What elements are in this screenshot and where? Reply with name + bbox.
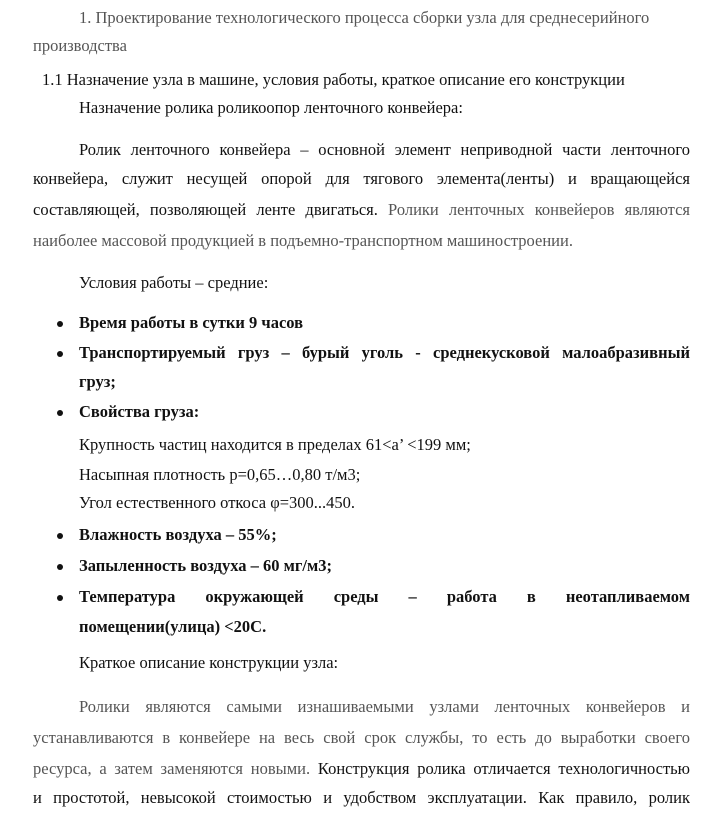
text-span: ресурса, а затем заменяются новыми. bbox=[33, 759, 311, 778]
paragraph-line: устанавливаются в конвейере на весь свой срок службы, то есть до выработки своего bbox=[33, 728, 690, 747]
list-item-cont: помещении(улица) <20С. bbox=[79, 617, 267, 636]
list-item: Время работы в сутки 9 часов bbox=[79, 313, 304, 332]
paragraph-line: и простотой, невысокой стоимостью и удобством эксплуатации. Как правило, ролик bbox=[33, 788, 690, 807]
design-title: Краткое описание конструкции узла: bbox=[79, 653, 339, 672]
list-item-cont: груз; bbox=[79, 372, 116, 391]
text-span: составляющей, позволяющей ленте двигаться. bbox=[33, 200, 378, 219]
list-item: Влажность воздуха – 55%; bbox=[79, 525, 277, 544]
bullet-icon bbox=[57, 595, 63, 601]
subsection-heading: 1.1 Назначение узла в машине, условия работы, краткое описание его конструкции bbox=[42, 70, 625, 89]
paragraph-line: Ролик ленточного конвейера – основной элемент неприводной части ленточного bbox=[79, 140, 690, 159]
bullet-icon bbox=[57, 351, 63, 357]
property-line: Угол естественного откоса φ=300...450. bbox=[79, 493, 356, 512]
property-line: Крупность частиц находится в пределах 61<a’ <199 мм; bbox=[79, 435, 471, 454]
text-span: Конструкция ролика отличается технологичностью bbox=[317, 759, 690, 778]
paragraph-line bbox=[33, 758, 690, 780]
paragraph-line: конвейера, служит несущей опорой для тягового элемента(ленты) и вращающейся bbox=[33, 169, 690, 188]
bullet-icon bbox=[57, 564, 63, 570]
purpose-title: Назначение ролика роликоопор ленточного конвейера: bbox=[79, 98, 463, 117]
section-heading-cont: производства bbox=[33, 36, 127, 55]
paragraph-line: Ролики являются самыми изнашиваемыми узлами ленточных конвейеров и bbox=[79, 697, 690, 716]
list-item: Транспортируемый груз – бурый уголь - среднекусковой малоабразивный bbox=[79, 343, 690, 362]
property-line: Насыпная плотность р=0,65…0,80 т/м3; bbox=[79, 465, 361, 484]
list-item: Температура окружающей среды – работа в неотапливаемом bbox=[79, 587, 690, 606]
bullet-icon bbox=[57, 533, 63, 539]
list-item: Свойства груза: bbox=[79, 402, 200, 421]
bullet-icon bbox=[57, 410, 63, 416]
conditions-title: Условия работы – средние: bbox=[79, 273, 269, 292]
bullet-icon bbox=[57, 321, 63, 327]
text-span: Ролики ленточных конвейеров являются bbox=[388, 200, 690, 219]
paragraph-line: наиболее массовой продукцией в подъемно-транспортном машиностроении. bbox=[33, 231, 573, 250]
list-item: Запыленность воздуха – 60 мг/м3; bbox=[79, 556, 332, 575]
section-heading: 1. Проектирование технологического процесса сборки узла для среднесерийного bbox=[79, 8, 650, 27]
paragraph-line bbox=[33, 199, 690, 221]
